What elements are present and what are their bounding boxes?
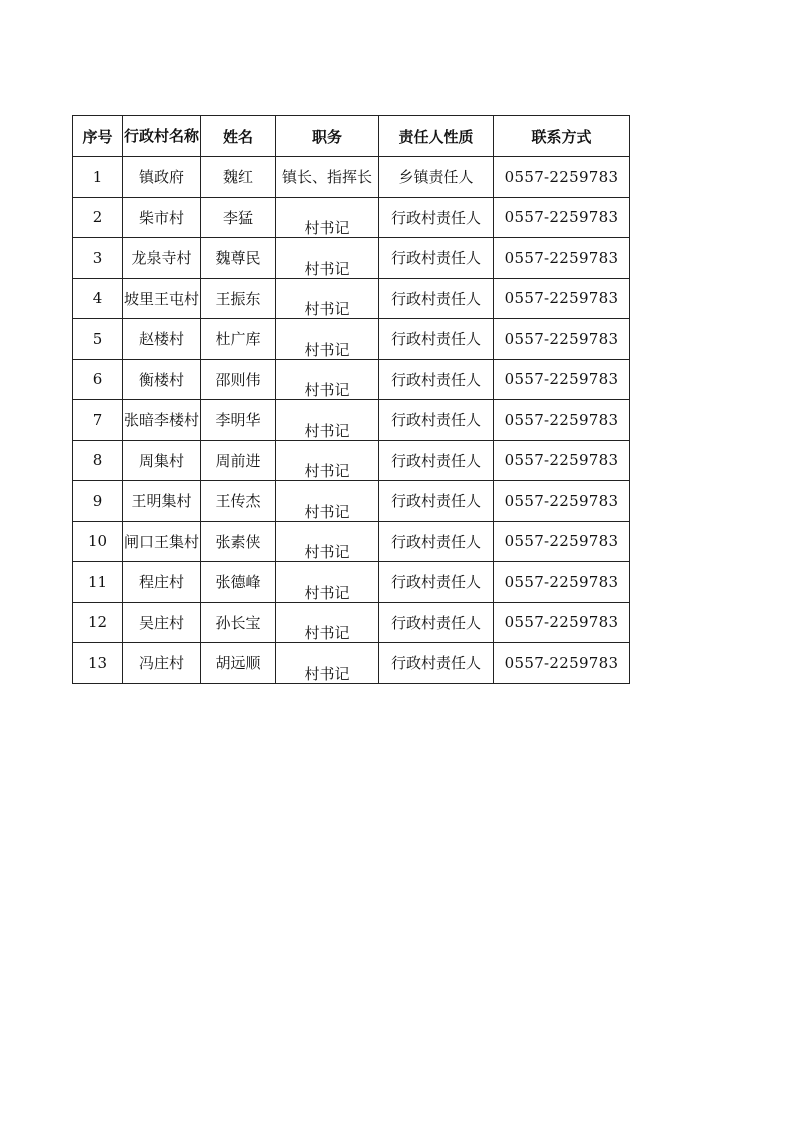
cell-village-text: 王明集村: [131, 492, 192, 511]
cell-nature: [379, 481, 494, 522]
cell-name: [201, 521, 276, 562]
cell-village: [123, 440, 201, 481]
cell-position-text: 村书记: [304, 543, 350, 561]
cell-name-text: 王振东: [215, 289, 261, 308]
cell-nature: [379, 238, 494, 279]
table-row: [73, 400, 630, 441]
table-row: [73, 440, 630, 481]
cell-contact: [494, 602, 630, 643]
table-row: [73, 197, 630, 238]
cell-position: [276, 197, 379, 238]
cell-position-text: 村书记: [304, 583, 350, 602]
cell-contact-text: 0557-2259783: [504, 410, 619, 429]
header-village: 行政村名称: [123, 116, 201, 157]
table-row: [73, 238, 630, 279]
cell-nature: [379, 602, 494, 643]
cell-index: [73, 157, 123, 198]
header-nature: 责任人性质: [379, 116, 494, 157]
cell-contact-text: 0557-2259783: [504, 208, 619, 227]
cell-village: [123, 602, 201, 643]
cell-position-text: 村书记: [304, 502, 350, 521]
cell-position: [276, 521, 379, 562]
cell-village: [123, 643, 201, 684]
cell-position: [276, 278, 379, 319]
cell-index: [73, 440, 123, 481]
cell-position-text: 村书记: [304, 219, 350, 237]
cell-index-text: 5: [92, 329, 103, 348]
cell-index: [73, 481, 123, 522]
cell-name: [201, 602, 276, 643]
cell-contact: [494, 238, 630, 279]
cell-position: [276, 602, 379, 643]
cell-name-text: 王传杰: [215, 492, 261, 511]
cell-index-text: 7: [92, 410, 103, 429]
cell-index-text: 3: [92, 248, 103, 267]
header-contact: 联系方式: [494, 116, 630, 157]
cell-contact-text: 0557-2259783: [504, 491, 619, 510]
cell-position-text: 村书记: [304, 381, 350, 399]
cell-contact-text: 0557-2259783: [504, 167, 619, 186]
cell-contact: [494, 278, 630, 319]
cell-contact: [494, 400, 630, 441]
cell-position: [276, 157, 379, 198]
cell-index: [73, 238, 123, 279]
table-row: [73, 562, 630, 603]
cell-nature-text: 行政村责任人: [390, 654, 481, 673]
cell-position: [276, 440, 379, 481]
cell-village-text: 龙泉寺村: [131, 249, 192, 268]
cell-index: [73, 359, 123, 400]
cell-name-text: 魏尊民: [215, 249, 261, 268]
table-row: [73, 157, 630, 198]
cell-nature-text: 行政村责任人: [390, 532, 481, 551]
table-row: [73, 359, 630, 400]
cell-village-text: 冯庄村: [138, 654, 184, 673]
cell-name-text: 邵则伟: [215, 370, 261, 389]
cell-contact: [494, 319, 630, 360]
table-row: [73, 319, 630, 360]
cell-village: [123, 481, 201, 522]
cell-name-text: 张素侠: [215, 532, 261, 551]
cell-village: [123, 278, 201, 319]
cell-nature: [379, 440, 494, 481]
table-body: [73, 116, 630, 684]
cell-position-text: 村书记: [304, 664, 350, 683]
cell-name-text: 周前进: [215, 451, 261, 470]
cell-name: [201, 562, 276, 603]
cell-nature-text: 行政村责任人: [390, 370, 481, 389]
cell-index-text: 6: [92, 370, 103, 389]
cell-name: [201, 197, 276, 238]
cell-nature-text: 行政村责任人: [390, 492, 481, 511]
cell-name: [201, 157, 276, 198]
cell-contact: [494, 643, 630, 684]
cell-nature-text: 行政村责任人: [390, 249, 481, 268]
header-position: 职务: [276, 116, 379, 157]
responsibility-table: [72, 115, 630, 684]
cell-contact-text: 0557-2259783: [504, 248, 619, 267]
cell-position: [276, 562, 379, 603]
table-row: [73, 602, 630, 643]
cell-contact: [494, 359, 630, 400]
cell-nature: [379, 197, 494, 238]
cell-contact-text: 0557-2259783: [504, 370, 619, 389]
cell-index: [73, 521, 123, 562]
cell-nature-text: 行政村责任人: [390, 573, 481, 592]
cell-village-text: 张暗李楼村: [123, 411, 199, 430]
cell-index-text: 8: [92, 451, 103, 470]
cell-position-text: 村书记: [304, 259, 350, 278]
cell-contact-text: 0557-2259783: [504, 532, 619, 551]
cell-nature: [379, 157, 494, 198]
cell-village: [123, 359, 201, 400]
cell-village-text: 衡楼村: [138, 370, 184, 389]
cell-position-text: 村书记: [304, 624, 350, 642]
cell-index: [73, 400, 123, 441]
cell-name: [201, 278, 276, 319]
cell-village-text: 闸口王集村: [123, 532, 199, 551]
header-row: [73, 116, 630, 157]
cell-position-text: 村书记: [304, 462, 350, 480]
cell-contact: [494, 562, 630, 603]
cell-name: [201, 238, 276, 279]
cell-contact: [494, 157, 630, 198]
cell-contact-text: 0557-2259783: [504, 289, 619, 308]
cell-contact-text: 0557-2259783: [504, 329, 619, 348]
cell-name: [201, 359, 276, 400]
cell-name-text: 李猛: [222, 208, 253, 227]
cell-village: [123, 562, 201, 603]
cell-village: [123, 197, 201, 238]
cell-nature-text: 行政村责任人: [390, 451, 481, 470]
cell-village-text: 镇政府: [138, 168, 184, 187]
table-row: [73, 278, 630, 319]
cell-position-text: 村书记: [304, 300, 350, 318]
cell-contact: [494, 440, 630, 481]
cell-position-text: 村书记: [304, 421, 350, 440]
cell-village-text: 周集村: [138, 451, 184, 470]
cell-village-text: 柴市村: [138, 208, 184, 227]
cell-name: [201, 400, 276, 441]
cell-contact: [494, 521, 630, 562]
cell-nature-text: 行政村责任人: [390, 330, 481, 349]
cell-position: [276, 481, 379, 522]
cell-index: [73, 197, 123, 238]
cell-index-text: 13: [87, 653, 108, 672]
table-row: [73, 481, 630, 522]
cell-name: [201, 319, 276, 360]
cell-contact: [494, 197, 630, 238]
cell-index-text: 10: [87, 532, 108, 551]
cell-index: [73, 643, 123, 684]
cell-name-text: 杜广库: [215, 330, 261, 349]
header-index: 序号: [73, 116, 123, 157]
cell-contact-text: 0557-2259783: [504, 572, 619, 591]
cell-village: [123, 238, 201, 279]
cell-nature: [379, 359, 494, 400]
cell-contact-text: 0557-2259783: [504, 653, 619, 672]
cell-village-text: 程庄村: [138, 573, 184, 592]
cell-village: [123, 400, 201, 441]
cell-village: [123, 521, 201, 562]
cell-index: [73, 562, 123, 603]
cell-village-text: 吴庄村: [138, 613, 184, 632]
cell-position: [276, 319, 379, 360]
table-row: [73, 521, 630, 562]
table-row: [73, 643, 630, 684]
cell-nature-text: 行政村责任人: [390, 208, 481, 227]
cell-name: [201, 440, 276, 481]
cell-name: [201, 481, 276, 522]
cell-nature: [379, 643, 494, 684]
cell-position-text: 村书记: [304, 340, 350, 359]
cell-position: [276, 643, 379, 684]
cell-name-text: 胡远顺: [215, 654, 261, 673]
cell-index-text: 1: [92, 167, 103, 186]
cell-contact: [494, 481, 630, 522]
cell-index-text: 9: [92, 491, 103, 510]
cell-nature: [379, 521, 494, 562]
cell-nature: [379, 319, 494, 360]
cell-village-text: 赵楼村: [138, 330, 184, 349]
cell-name: [201, 643, 276, 684]
cell-position: [276, 400, 379, 441]
cell-index: [73, 602, 123, 643]
cell-nature: [379, 278, 494, 319]
header-name: 姓名: [201, 116, 276, 157]
cell-village: [123, 319, 201, 360]
cell-village: [123, 157, 201, 198]
cell-name-text: 孙长宝: [215, 613, 261, 632]
cell-nature: [379, 400, 494, 441]
cell-index-text: 2: [92, 208, 103, 227]
cell-nature-text: 行政村责任人: [390, 411, 481, 430]
cell-position-text: 镇长、指挥长: [281, 168, 372, 187]
cell-index: [73, 319, 123, 360]
cell-index-text: 12: [87, 613, 108, 632]
cell-name-text: 张德峰: [215, 573, 261, 592]
cell-contact-text: 0557-2259783: [504, 451, 619, 470]
cell-nature-text: 乡镇责任人: [398, 168, 474, 187]
cell-village-text: 坡里王屯村: [123, 289, 199, 308]
cell-index-text: 11: [87, 572, 108, 591]
cell-nature-text: 行政村责任人: [390, 613, 481, 632]
cell-name-text: 魏红: [222, 168, 253, 187]
cell-position: [276, 238, 379, 279]
cell-index: [73, 278, 123, 319]
cell-index-text: 4: [92, 289, 103, 308]
cell-name-text: 李明华: [215, 411, 261, 430]
cell-nature-text: 行政村责任人: [390, 289, 481, 308]
cell-nature: [379, 562, 494, 603]
cell-contact-text: 0557-2259783: [504, 613, 619, 632]
cell-position: [276, 359, 379, 400]
